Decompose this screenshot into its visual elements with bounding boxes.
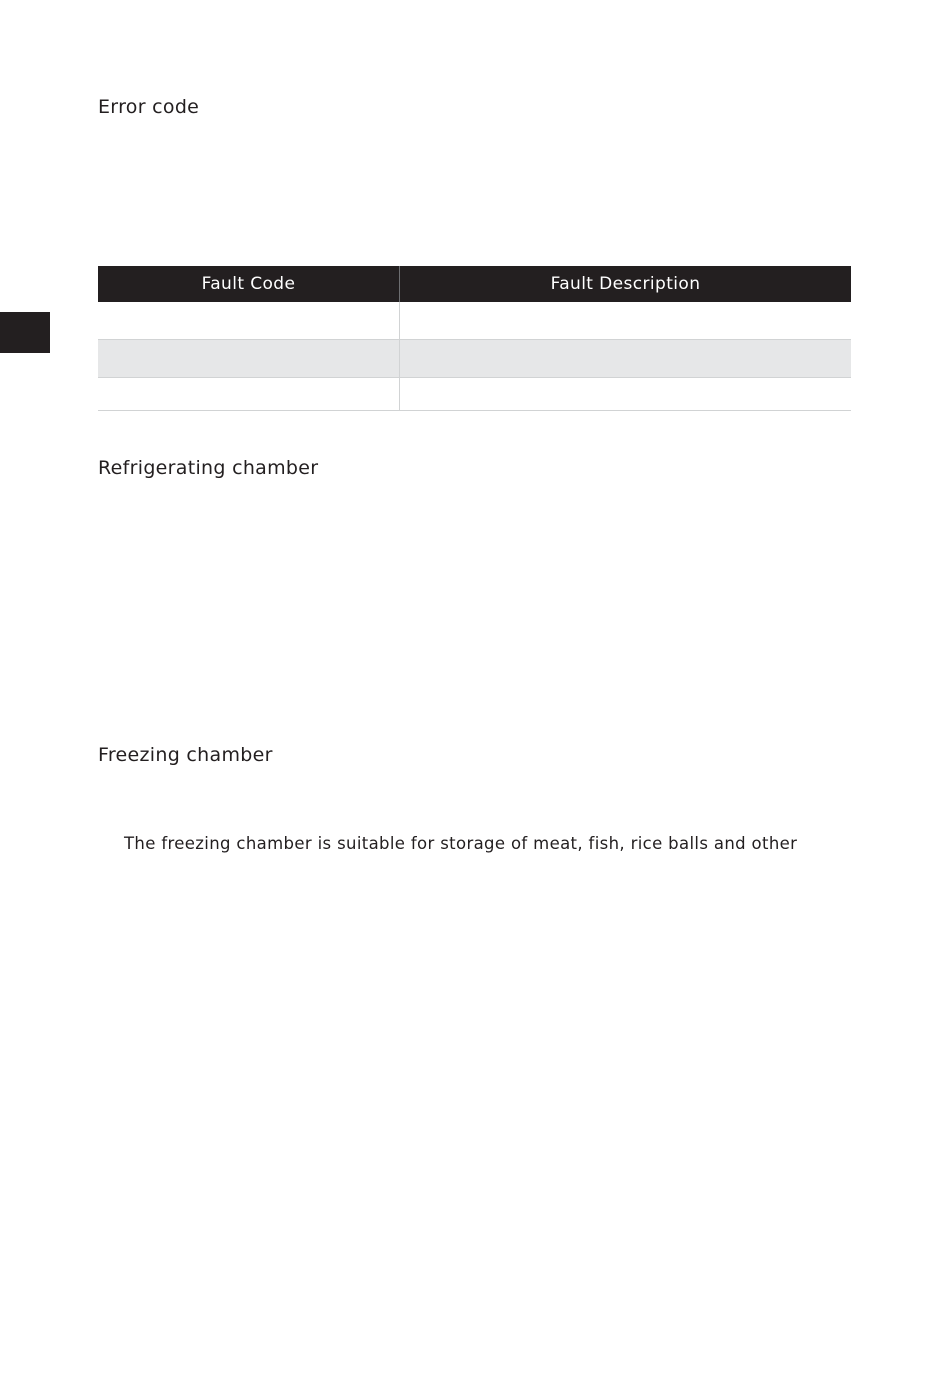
freezing-chamber-description: The freezing chamber is suitable for storage of meat, fish, rice balls and other (124, 834, 798, 853)
header-fault-code: Fault Code (98, 266, 400, 302)
section-title-refrigerating-chamber: Refrigerating chamber (98, 457, 319, 479)
table-row (98, 302, 851, 340)
table-cell-fault-code (98, 302, 400, 340)
table-header-row (98, 266, 851, 302)
section-title-error-code: Error code (98, 96, 200, 118)
fault-code-table (98, 266, 851, 411)
table-cell-fault-description (400, 340, 852, 378)
table-cell-fault-description (400, 302, 852, 340)
table-cell-fault-description (400, 378, 852, 411)
header-fault-description: Fault Description (400, 266, 852, 302)
side-tab-marker (0, 312, 50, 353)
table-cell-fault-code (98, 340, 400, 378)
section-title-freezing-chamber: Freezing chamber (98, 744, 273, 766)
table-cell-fault-code (98, 378, 400, 411)
table-row (98, 378, 851, 411)
table-row (98, 340, 851, 378)
